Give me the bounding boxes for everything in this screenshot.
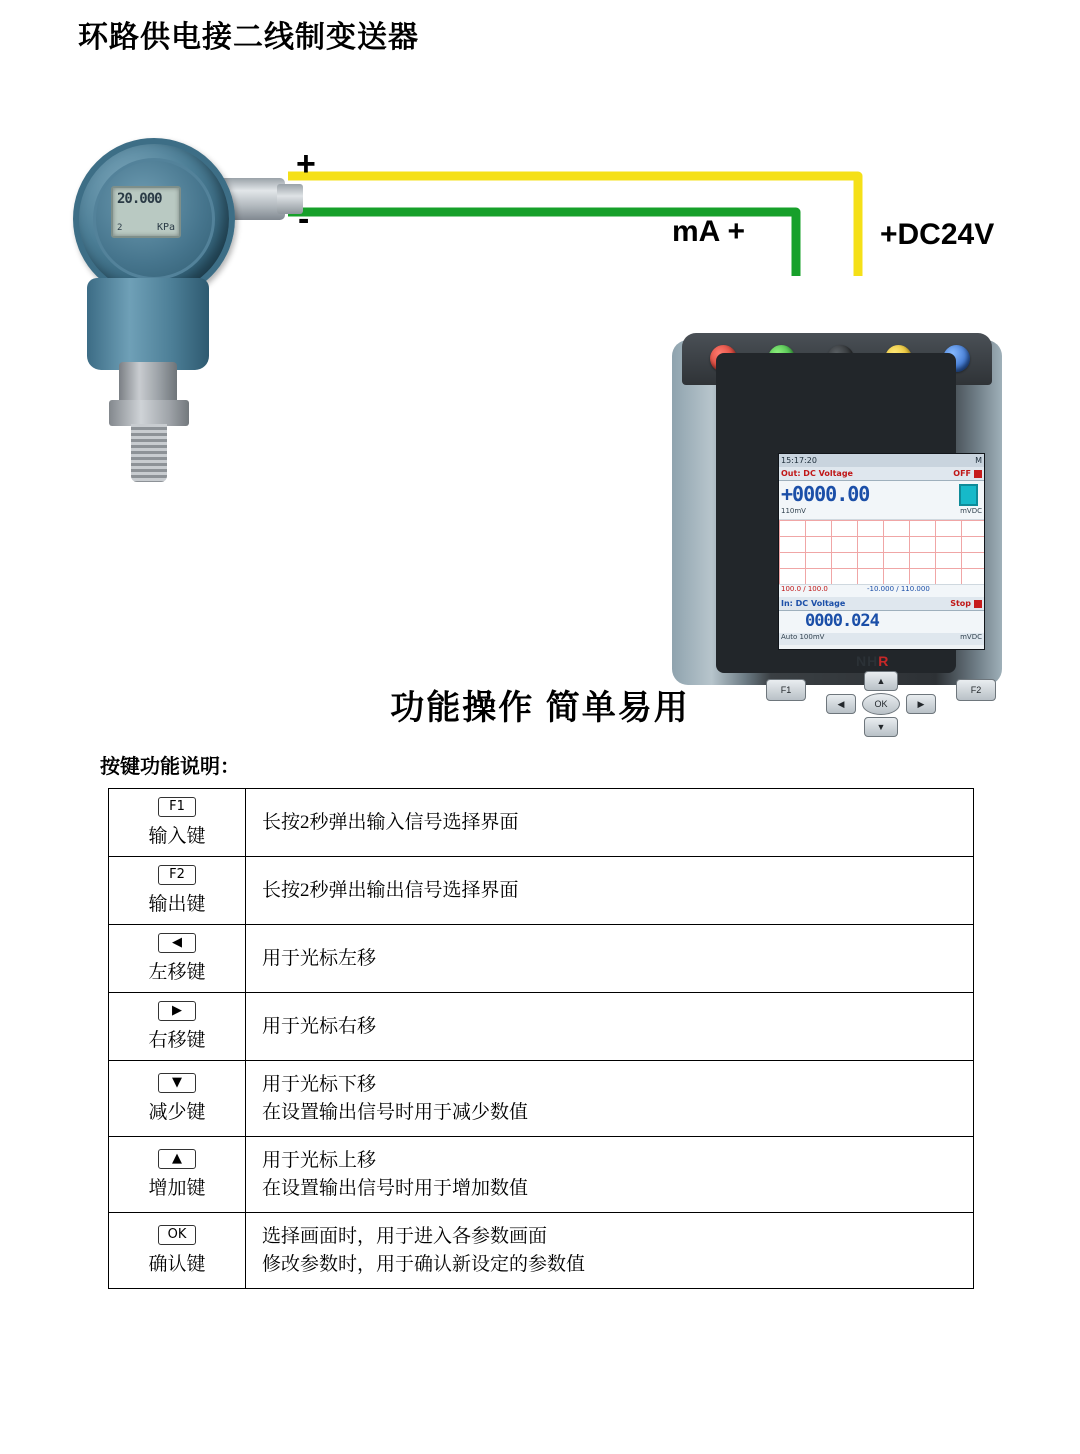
desc-line: 长按2秒弹出输出信号选择界面 bbox=[262, 879, 519, 901]
transmitter-lcd-mark: 2 bbox=[117, 223, 123, 233]
key-desc-right bbox=[246, 993, 974, 1061]
input-unit-label: mVDC bbox=[960, 633, 982, 641]
transmitter-lcd bbox=[111, 186, 181, 238]
key-desc-f2 bbox=[246, 857, 974, 925]
left-arrow-icon: ◀ bbox=[158, 933, 196, 953]
label-positive: + bbox=[296, 145, 316, 183]
key-cell-right bbox=[109, 993, 246, 1061]
key-label-f2: 输出键 bbox=[148, 894, 206, 915]
label-negative: - bbox=[298, 200, 310, 238]
device-key-down[interactable]: ▼ bbox=[864, 717, 898, 737]
desc-line: 修改参数时，用于确认新设定的参数值 bbox=[262, 1253, 586, 1275]
key-cell-f1 bbox=[109, 789, 246, 857]
key-function-table bbox=[108, 788, 974, 1289]
screen-limits-row bbox=[779, 585, 984, 597]
key-desc-f1 bbox=[246, 789, 974, 857]
ok-key-icon: OK bbox=[158, 1225, 196, 1245]
transmitter-hex-nut bbox=[109, 400, 189, 426]
screen-output-range bbox=[779, 507, 984, 519]
table-row bbox=[109, 1213, 974, 1289]
input-value: 0000.024 bbox=[805, 611, 879, 631]
desc-line: 选择画面时，用于进入各参数画面 bbox=[262, 1226, 548, 1248]
brand-logo-right: R bbox=[878, 653, 890, 669]
limits-range: -10.000 / 110.000 bbox=[867, 585, 930, 593]
screen-input-value-area bbox=[779, 611, 984, 633]
key-label-f1: 输入键 bbox=[148, 826, 206, 847]
key-label-left: 左移键 bbox=[148, 962, 206, 983]
table-row bbox=[109, 789, 974, 857]
table-row bbox=[109, 1061, 974, 1137]
screen-status-bar bbox=[779, 454, 984, 467]
key-label-up: 增加键 bbox=[148, 1178, 206, 1200]
device-key-left[interactable]: ◀ bbox=[826, 694, 856, 714]
screen-output-value-area bbox=[779, 481, 984, 507]
desc-line: 在设置输出信号时用于减少数值 bbox=[262, 1101, 529, 1123]
key-desc-down bbox=[246, 1061, 974, 1137]
screen-input-header bbox=[779, 597, 984, 611]
key-desc-ok bbox=[246, 1213, 974, 1289]
output-unit-label: mVDC bbox=[960, 507, 982, 515]
table-row bbox=[109, 1137, 974, 1213]
pressure-transmitter bbox=[45, 100, 275, 460]
input-state-indicator bbox=[974, 600, 982, 608]
device-key-f1[interactable]: F1 bbox=[766, 679, 806, 701]
key-label-ok: 确认键 bbox=[148, 1254, 206, 1276]
screen-trend-graph bbox=[779, 519, 984, 585]
desc-line: 用于光标上移 bbox=[262, 1150, 377, 1172]
transmitter-lcd-value: 20.000 bbox=[117, 191, 162, 207]
section-title: 功能操作 简单易用 bbox=[390, 689, 690, 727]
output-value: +0000.00 bbox=[781, 482, 870, 506]
page-title: 环路供电接二线制变送器 bbox=[78, 21, 419, 54]
battery-icon: M bbox=[975, 456, 982, 465]
transmitter-lcd-unit: KPa bbox=[156, 222, 175, 233]
device-key-up[interactable]: ▲ bbox=[864, 671, 898, 691]
key-cell-down bbox=[109, 1061, 246, 1137]
input-range-label: Auto 100mV bbox=[781, 633, 825, 641]
table-row bbox=[109, 993, 974, 1061]
brand-logo-left: NH bbox=[856, 653, 879, 669]
key-cell-up bbox=[109, 1137, 246, 1213]
table-row bbox=[109, 925, 974, 993]
label-dc24v: +DC24V bbox=[880, 218, 995, 251]
f2-key-icon: F2 bbox=[158, 865, 196, 885]
f1-key-icon: F1 bbox=[158, 797, 196, 817]
device-key-f2[interactable]: F2 bbox=[956, 679, 996, 701]
transmitter-body bbox=[87, 278, 209, 370]
device-key-right[interactable]: ▶ bbox=[906, 694, 936, 714]
digit-cursor[interactable] bbox=[959, 484, 978, 506]
output-mode-label: Out: DC Voltage bbox=[781, 469, 853, 478]
key-desc-up bbox=[246, 1137, 974, 1213]
key-label-down: 减少键 bbox=[148, 1102, 206, 1124]
key-function-table-body bbox=[109, 789, 974, 1289]
desc-line: 长按2秒弹出输入信号选择界面 bbox=[262, 811, 519, 833]
screen-footer bbox=[779, 633, 984, 645]
right-arrow-icon: ▶ bbox=[158, 1001, 196, 1021]
signal-calibrator bbox=[672, 285, 1002, 732]
key-cell-left bbox=[109, 925, 246, 993]
desc-line: 用于光标右移 bbox=[262, 1015, 377, 1037]
key-cell-f2 bbox=[109, 857, 246, 925]
output-state-indicator bbox=[974, 470, 982, 478]
label-ma-plus: mA + bbox=[672, 215, 746, 248]
key-desc-left bbox=[246, 925, 974, 993]
desc-line: 在设置输出信号时用于增加数值 bbox=[262, 1177, 529, 1199]
desc-line: 用于光标下移 bbox=[262, 1074, 377, 1095]
down-arrow-icon: ▼ bbox=[158, 1073, 196, 1093]
up-arrow-icon: ▲ bbox=[158, 1149, 196, 1169]
output-state-label: OFF bbox=[953, 469, 971, 478]
desc-line: 用于光标左移 bbox=[262, 947, 377, 969]
device-key-ok[interactable]: OK bbox=[862, 693, 900, 715]
input-state-label: Stop bbox=[950, 599, 971, 608]
calibrator-front-panel bbox=[716, 353, 982, 732]
output-range-label: 110mV bbox=[781, 507, 806, 515]
screen-clock: 15:17:20 bbox=[781, 456, 817, 465]
calibrator-screen bbox=[778, 453, 985, 650]
transmitter-head bbox=[73, 138, 235, 300]
key-cell-ok bbox=[109, 1213, 246, 1289]
limits-percent: 100.0 / 100.0 bbox=[781, 585, 828, 593]
input-mode-label: In: DC Voltage bbox=[781, 599, 846, 608]
screen-output-header bbox=[779, 467, 984, 481]
key-label-right: 右移键 bbox=[148, 1030, 206, 1051]
table-row bbox=[109, 857, 974, 925]
table-caption: 按键功能说明： bbox=[100, 756, 240, 778]
transmitter-thread bbox=[131, 424, 167, 482]
